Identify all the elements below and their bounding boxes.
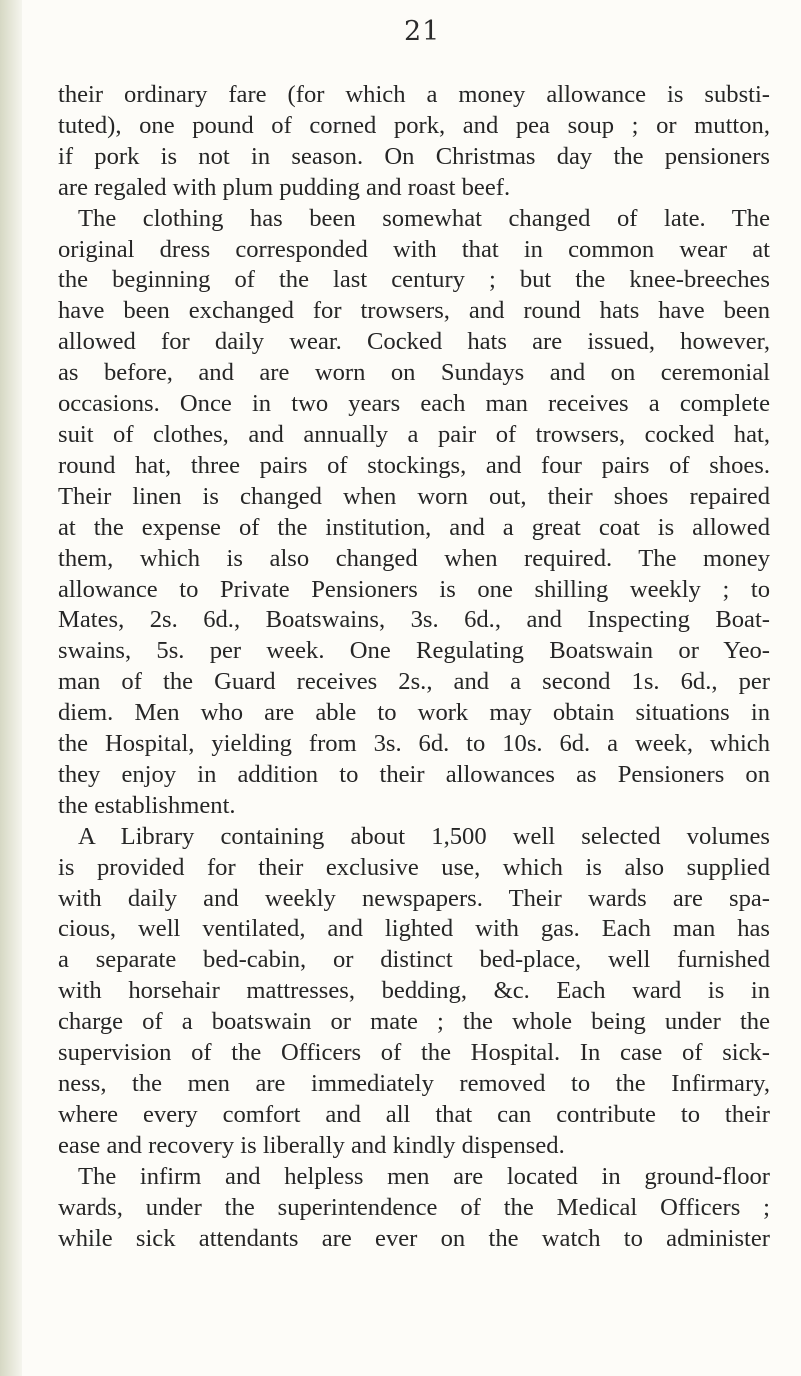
- text-line: The clothing has been somewhat changed of late. The: [78, 204, 770, 232]
- text-line: their ordinary fare (for which a money allowance is substi-: [58, 81, 770, 108]
- page-number: 21: [404, 16, 441, 47]
- text-line: ease and recovery is liberally and kindly dispensed.: [58, 1131, 565, 1159]
- text-line: diem. Men who are able to work may obtain situations in: [58, 699, 770, 727]
- text-line: cious, well ventilated, and lighted with gas. Each man has: [58, 915, 770, 943]
- text-line: occasions. Once in two years each man receives a complete: [58, 390, 770, 418]
- text-line: ness, the men are immediately removed to the Infirmary,: [58, 1070, 770, 1097]
- text-line: the beginning of the last century ; but the knee-breeches: [58, 266, 770, 294]
- binding-gutter: [0, 0, 22, 1376]
- text-line: them, which is also changed when required. The money: [58, 544, 770, 572]
- text-line: allowed for daily wear. Cocked hats are issued, however,: [58, 328, 770, 356]
- text-line: suit of clothes, and annually a pair of trowsers, cocked hat,: [58, 420, 770, 448]
- text-line: they enjoy in addition to their allowances as Pensioners on: [58, 760, 770, 788]
- text-line: allowance to Private Pensioners is one shilling weekly ; to: [58, 575, 770, 603]
- text-line: as before, and are worn on Sundays and on ceremonial: [58, 359, 770, 387]
- text-line: round hat, three pairs of stockings, and four pairs of shoes.: [58, 451, 770, 479]
- paragraph-library: [58, 822, 770, 1162]
- text-line: swains, 5s. per week. One Regulating Boatswain or Yeo-: [58, 637, 770, 665]
- text-line: the establishment.: [58, 791, 236, 819]
- text-line: Mates, 2s. 6d., Boatswains, 3s. 6d., and Inspecting Boat-: [58, 606, 770, 634]
- text-line: with daily and weekly newspapers. Their wards are spa-: [58, 884, 770, 912]
- text-line: at the expense of the institution, and a great coat is allowed: [58, 513, 770, 541]
- text-line: with horsehair mattresses, bedding, &c. Each ward is in: [58, 977, 770, 1005]
- text-line: if pork is not in season. On Christmas day the pensioners: [58, 142, 770, 170]
- text-line: have been exchanged for trowsers, and round hats have been: [58, 297, 770, 325]
- text-line: where every comfort and all that can contribute to their: [58, 1100, 770, 1128]
- text-line: Their linen is changed when worn out, their shoes repaired: [58, 482, 770, 510]
- text-line: charge of a boatswain or mate ; the whole being under the: [58, 1008, 770, 1036]
- text-line: The infirm and helpless men are located in ground-floor: [78, 1162, 770, 1190]
- text-line: man of the Guard receives 2s., and a second 1s. 6d., per: [58, 668, 770, 696]
- text-line: a separate bed-cabin, or distinct bed-place, well furnished: [58, 946, 770, 974]
- paragraph-infirm: [58, 1162, 770, 1255]
- paragraph-clothing: [58, 204, 770, 822]
- text-line: the Hospital, yielding from 3s. 6d. to 10s. 6d. a week, which: [58, 730, 770, 758]
- body-text: [58, 80, 770, 1254]
- text-line: A Library containing about 1,500 well selected volumes: [78, 822, 770, 850]
- paragraph-diet: [58, 80, 770, 204]
- text-line: are regaled with plum pudding and roast beef.: [58, 173, 511, 201]
- text-line: supervision of the Officers of the Hospital. In case of sick-: [58, 1039, 770, 1067]
- text-line: is provided for their exclusive use, which is also supplied: [58, 853, 770, 881]
- text-line: while sick attendants are ever on the watch to administer: [58, 1224, 770, 1252]
- text-line: wards, under the superintendence of the Medical Officers ;: [58, 1193, 770, 1221]
- text-line: tuted), one pound of corned pork, and pea soup ; or mutton,: [58, 111, 770, 139]
- text-line: original dress corresponded with that in common wear at: [58, 235, 770, 263]
